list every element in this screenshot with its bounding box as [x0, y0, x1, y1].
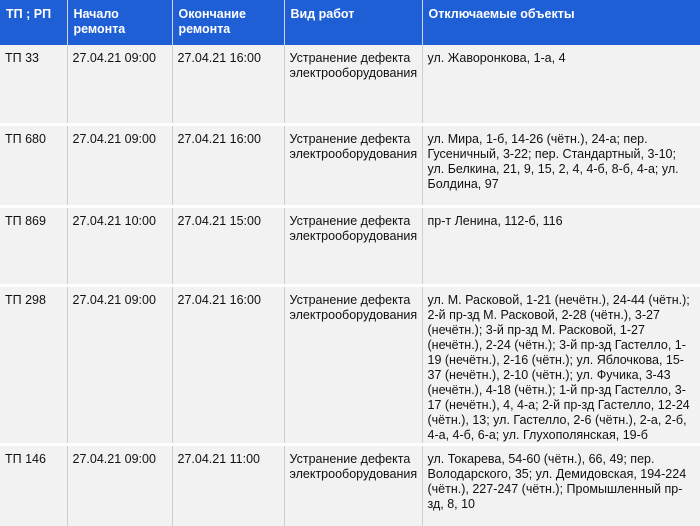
cell-objects: ул. Жаворонкова, 1-а, 4 — [422, 45, 700, 124]
cell-start: 27.04.21 09:00 — [67, 124, 172, 206]
cell-work: Устранение дефекта электрооборудования — [284, 124, 422, 206]
cell-tp: ТП 680 — [0, 124, 67, 206]
cell-start: 27.04.21 10:00 — [67, 206, 172, 285]
cell-work: Устранение дефекта электрооборудования — [284, 285, 422, 444]
cell-objects: ул. Мира, 1-б, 14-26 (чётн.), 24-а; пер. Гусеничный, 3-22; пер. Стандартный, 3-10; ул. Белкина, 21, 9, 15, 2, 4, 4-б, 8-б, 4-а; ул. Болдина, 97 — [422, 124, 700, 206]
cell-end: 27.04.21 16:00 — [172, 285, 284, 444]
header-end: Окончание ремонта — [172, 0, 284, 45]
cell-work: Устранение дефекта электрооборудования — [284, 206, 422, 285]
cell-tp: ТП 146 — [0, 444, 67, 526]
cell-objects: ул. Токарева, 54-60 (чётн.), 66, 49; пер. Володарского, 35; ул. Демидовская, 194-224 (чётн.), 227-247 (чётн.); Промышленный пр-зд, 8, 10 — [422, 444, 700, 526]
header-row — [0, 0, 700, 45]
cell-start: 27.04.21 09:00 — [67, 45, 172, 124]
cell-tp: ТП 298 — [0, 285, 67, 444]
cell-start: 27.04.21 09:00 — [67, 285, 172, 444]
cell-end: 27.04.21 15:00 — [172, 206, 284, 285]
header-objects: Отключаемые объекты — [422, 0, 700, 45]
cell-start: 27.04.21 09:00 — [67, 444, 172, 526]
table-row — [0, 124, 700, 206]
table-body — [0, 45, 700, 526]
cell-work: Устранение дефекта электрооборудования — [284, 45, 422, 124]
table-header — [0, 0, 700, 45]
cell-end: 27.04.21 16:00 — [172, 124, 284, 206]
table-row — [0, 444, 700, 526]
header-work: Вид работ — [284, 0, 422, 45]
cell-tp: ТП 869 — [0, 206, 67, 285]
header-start: Начало ремонта — [67, 0, 172, 45]
table-row — [0, 206, 700, 285]
cell-objects: ул. М. Расковой, 1-21 (нечётн.), 24-44 (чётн.); 2-й пр-зд М. Расковой, 2-28 (чётн.), 3-27 (нечётн.); 3-й пр-зд М. Расковой, 1-27 (нечётн.), 2-24 (чётн.); 3-й пр-зд Гастелло, 1-19 (нечётн.), 2-16 (чётн.); ул. Яблочкова, 15-37 (нечётн.), 2-10 (чётн.); ул. Фучика, 3-43 (нечётн.), 4-18 (чётн.); 1-й пр-зд Гастелло, 3-17 (нечётн.), 4, 4-а; 2-й пр-зд Гастелло, 12-24 (чётн.), 13; ул. Гастелло, 2-6 (чётн.), 2-а, 2-б, 4-а, 4-б, 6-а; ул. Глухополянская, 19-б — [422, 285, 700, 444]
cell-tp: ТП 33 — [0, 45, 67, 124]
table-row — [0, 285, 700, 444]
cell-end: 27.04.21 16:00 — [172, 45, 284, 124]
table-row — [0, 45, 700, 124]
cell-work: Устранение дефекта электрооборудования — [284, 444, 422, 526]
cell-end: 27.04.21 11:00 — [172, 444, 284, 526]
header-tp: ТП ; РП — [0, 0, 67, 45]
cell-objects: пр-т Ленина, 112-б, 116 — [422, 206, 700, 285]
